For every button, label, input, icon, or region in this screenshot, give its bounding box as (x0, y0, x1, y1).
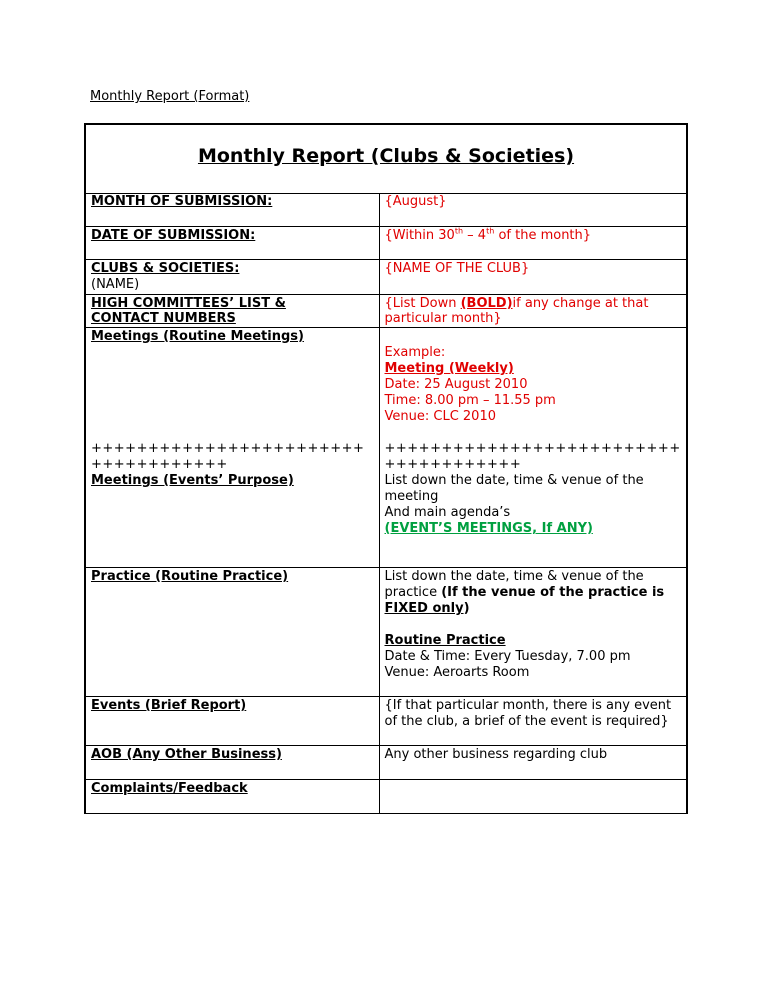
document-heading: Monthly Report (Format) (90, 89, 250, 104)
month-label-cell (85, 194, 379, 227)
events-label: Events (Brief Report) (91, 698, 247, 713)
committee-value-cell (379, 295, 687, 328)
complaints-label: Complaints/Feedback (91, 781, 248, 796)
aob-value: Any other business regarding club (384, 747, 608, 762)
club-value-cell (379, 260, 687, 295)
meeting-time: Time: 8.00 pm – 11.55 pm (384, 393, 556, 408)
report-title: Monthly Report (Clubs & Societies) (197, 145, 575, 167)
meeting-date: Date: 25 August 2010 (384, 377, 528, 392)
meetings-events-label: Meetings (Events’ Purpose) (91, 473, 294, 488)
events-value-cell (379, 697, 687, 746)
events-meeting-note: (EVENT’S MEETINGS, If ANY) (384, 521, 593, 536)
month-label: MONTH OF SUBMISSION: (91, 194, 273, 209)
club-value: {NAME OF THE CLUB} (384, 261, 530, 276)
events-value: {If that particular month, there is any event of the club, a brief of the event is required} (384, 698, 672, 729)
committee-label-cell (85, 295, 379, 328)
aob-value-cell (379, 746, 687, 780)
routine-practice-venue: Venue: Aeroarts Room (384, 665, 530, 680)
month-value: {August} (384, 194, 447, 209)
routine-practice-title: Routine Practice (384, 633, 506, 648)
events-label-cell (85, 697, 379, 746)
practice-label-cell (85, 568, 379, 697)
date-label: DATE OF SUBMISSION: (91, 228, 256, 243)
practice-desc: List down the date, time & venue of the practice (If the venue of the practice is FIXED only) (384, 569, 665, 616)
row-events (85, 697, 687, 746)
club-label-cell (85, 260, 379, 295)
aob-label: AOB (Any Other Business) (91, 747, 282, 762)
committee-value: {List Down (BOLD)if any change at that particular month} (384, 296, 649, 326)
date-label-cell (85, 227, 379, 260)
club-label: CLUBS & SOCIETIES: (91, 261, 240, 276)
example-label: Example: (384, 345, 446, 360)
row-practice (85, 568, 687, 697)
row-committee (85, 295, 687, 328)
meeting-venue: Venue: CLC 2010 (384, 409, 496, 424)
date-value: {Within 30th – 4th of the month} (384, 226, 592, 243)
committee-label-line2: CONTACT NUMBERS (91, 311, 236, 326)
events-meeting-agenda: And main agenda’s (384, 505, 511, 520)
date-value-cell (379, 227, 687, 260)
row-aob (85, 746, 687, 780)
row-date (85, 227, 687, 260)
title-cell (85, 124, 687, 194)
row-complaints (85, 780, 687, 814)
row-club (85, 260, 687, 295)
events-meeting-desc: List down the date, time & venue of the meeting (384, 473, 644, 504)
meetings-value-cell (379, 328, 687, 568)
practice-label: Practice (Routine Practice) (91, 569, 289, 584)
meeting-weekly-title: Meeting (Weekly) (384, 361, 514, 376)
aob-label-cell (85, 746, 379, 780)
title-row (85, 124, 687, 194)
committee-label-line1: HIGH COMMITTEES’ LIST & (91, 296, 286, 311)
complaints-label-cell (85, 780, 379, 814)
meetings-separator-right: ++++++++++++++++++++++++++++++++++++++ (384, 441, 681, 472)
club-sublabel: (NAME) (91, 277, 140, 292)
practice-value-cell (379, 568, 687, 697)
meetings-label: Meetings (Routine Meetings) (91, 329, 304, 344)
routine-practice-date: Date & Time: Every Tuesday, 7.00 pm (384, 649, 631, 664)
meetings-separator-left: ++++++++++++++++++++++++++++++++++++ (91, 441, 365, 472)
report-table (84, 123, 688, 814)
row-meetings (85, 328, 687, 568)
month-value-cell (379, 194, 687, 227)
row-month (85, 194, 687, 227)
complaints-value-cell (379, 780, 687, 814)
meetings-label-cell (85, 328, 379, 568)
